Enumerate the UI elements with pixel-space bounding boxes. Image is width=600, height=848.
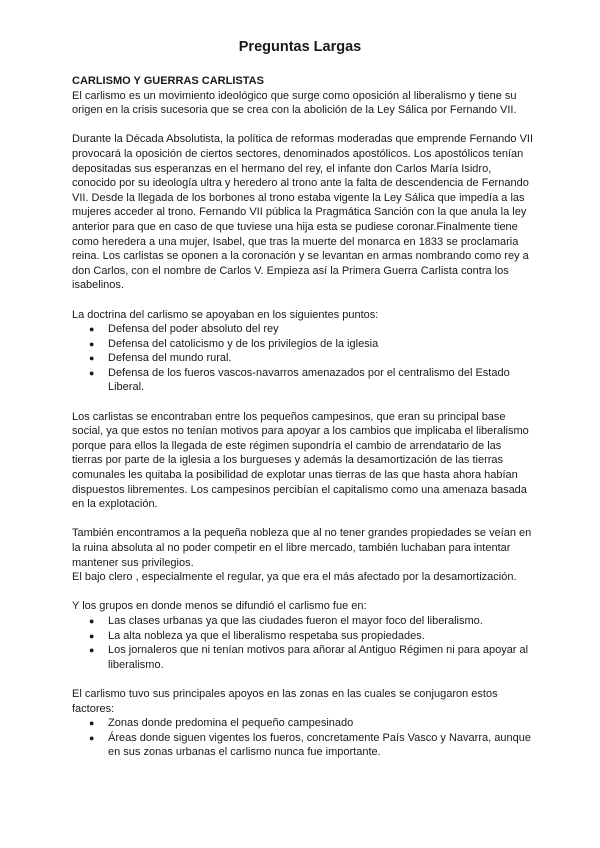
grupos-list bbox=[72, 614, 534, 672]
list-item: ● Las clases urbanas ya que las ciudades fueron el mayor foco del liberalismo. bbox=[89, 614, 483, 627]
list-item: ● Zonas donde predomina el pequeño campesinado bbox=[89, 717, 354, 730]
list-item: ● La alta nobleza ya que el liberalismo respetaba sus propiedades. bbox=[89, 629, 425, 642]
paragraph-decada: Durante la Década Absolutista, la política de reformas moderadas que emprende Fernando VII provocará la oposición de ciertos sectores, denominados apostólicos. Los apostólicos tenían depositadas sus esperanzas en el hermano del rey, el infante don Carlos María Isidro, conocido por su ideología ultra y heredero al trono ante la falta de descendencia de Fernando VII. Desde la llegada de los borbones al trono estaba vigente la Ley Sálica que impedía a las mujeres acceder al trono. Fernando VII pública la Pragmática Sanción con la que anula la ley anterior para que en caso de que tuviese una hija esta se pudiese coronar.Finalmente tiene como heredera a una mujer, Isabel, que tras la muerte del monarca en 1833 se proclamaria reina. Los carlistas se oponen a la coronación y se levantan en armas nombrando como rey a don Carlos, con el nombre de Carlos V. Empieza así la Primera Guerra Carlista contra los isabelinos. bbox=[72, 133, 534, 292]
bullet-icon: ● bbox=[89, 645, 95, 656]
list-item: ● Defensa de los fueros vascos-navarros amenazados por el centralismo del Estado Liberal. bbox=[89, 366, 510, 394]
list-item: ● Los jornaleros que ni tenían motivos para añorar al Antiguo Régimen ni para apoyar al liberalismo. bbox=[89, 644, 529, 671]
list-item: ● Defensa del poder absoluto del rey bbox=[89, 323, 279, 336]
paragraph-grupos-intro: Y los grupos en donde menos se difundió el carlismo fue en: bbox=[72, 600, 367, 613]
paragraph-doctrina-intro: La doctrina del carlismo se apoyaban en los siguientes puntos: bbox=[72, 308, 379, 321]
bullet-icon: ● bbox=[89, 324, 95, 335]
paragraph-intro: El carlismo es un movimiento ideológico que surge como oposición al liberalismo y tiene su origen en la crisis sucesoria que se crea con la abolición de la Ley Sálica por Fernando VII. bbox=[72, 89, 517, 117]
bullet-icon: ● bbox=[89, 615, 95, 626]
bullet-icon: ● bbox=[89, 718, 95, 729]
list-item: ● Defensa del catolicismo y de los privilegios de la iglesia bbox=[89, 337, 379, 350]
page-title: Preguntas Largas bbox=[238, 39, 362, 55]
paragraph-nobleza: También encontramos a la pequeña nobleza que al no tener grandes propiedades se veían en la ruina absoluta al no poder competir en el libre mercado, también luchaban para intentar mantener sus privilegios. bbox=[72, 527, 532, 569]
bullet-icon: ● bbox=[89, 630, 95, 641]
list-item: ● Defensa del mundo rural. bbox=[89, 352, 232, 365]
doctrina-list bbox=[72, 322, 534, 395]
zonas-list bbox=[72, 716, 534, 760]
paragraph-zonas-intro: El carlismo tuvo sus principales apoyos en las zonas en las cuales se conjugaron estos factores: bbox=[72, 687, 498, 715]
paragraph-clero: El bajo clero , especialmente el regular, ya que era el más afectado por la desamortización. bbox=[72, 571, 517, 584]
bullet-icon: ● bbox=[89, 367, 95, 378]
bullet-icon: ● bbox=[89, 338, 95, 349]
paragraph-campesinos: Los carlistas se encontraban entre los pequeños campesinos, que eran su principal base social, ya que estos no tenían motivos para apoyar a los cambios que implicaba el liberalismo porque para ellos la llegada de este régimen supondría el cambio de arrendatario de las tierras por parte de la iglesia a los burgueses y además la desamortización de las tierras comunales les quitaba la posibilidad de explotar unas tierras de las que hasta ahora habían dispuestos librementes. Los campesinos percibían el capitalismo como una amenaza basada en la explotación. bbox=[72, 410, 529, 511]
list-item: ● Áreas donde siguen vigentes los fueros, concretamente País Vasco y Navarra, aunque en sus zonas urbanas el carlismo nunca fue importante. bbox=[89, 731, 531, 759]
bullet-icon: ● bbox=[89, 353, 95, 364]
document-body bbox=[72, 74, 534, 760]
section-heading: CARLISMO Y GUERRAS CARLISTAS bbox=[72, 75, 264, 87]
bullet-icon: ● bbox=[89, 732, 95, 743]
